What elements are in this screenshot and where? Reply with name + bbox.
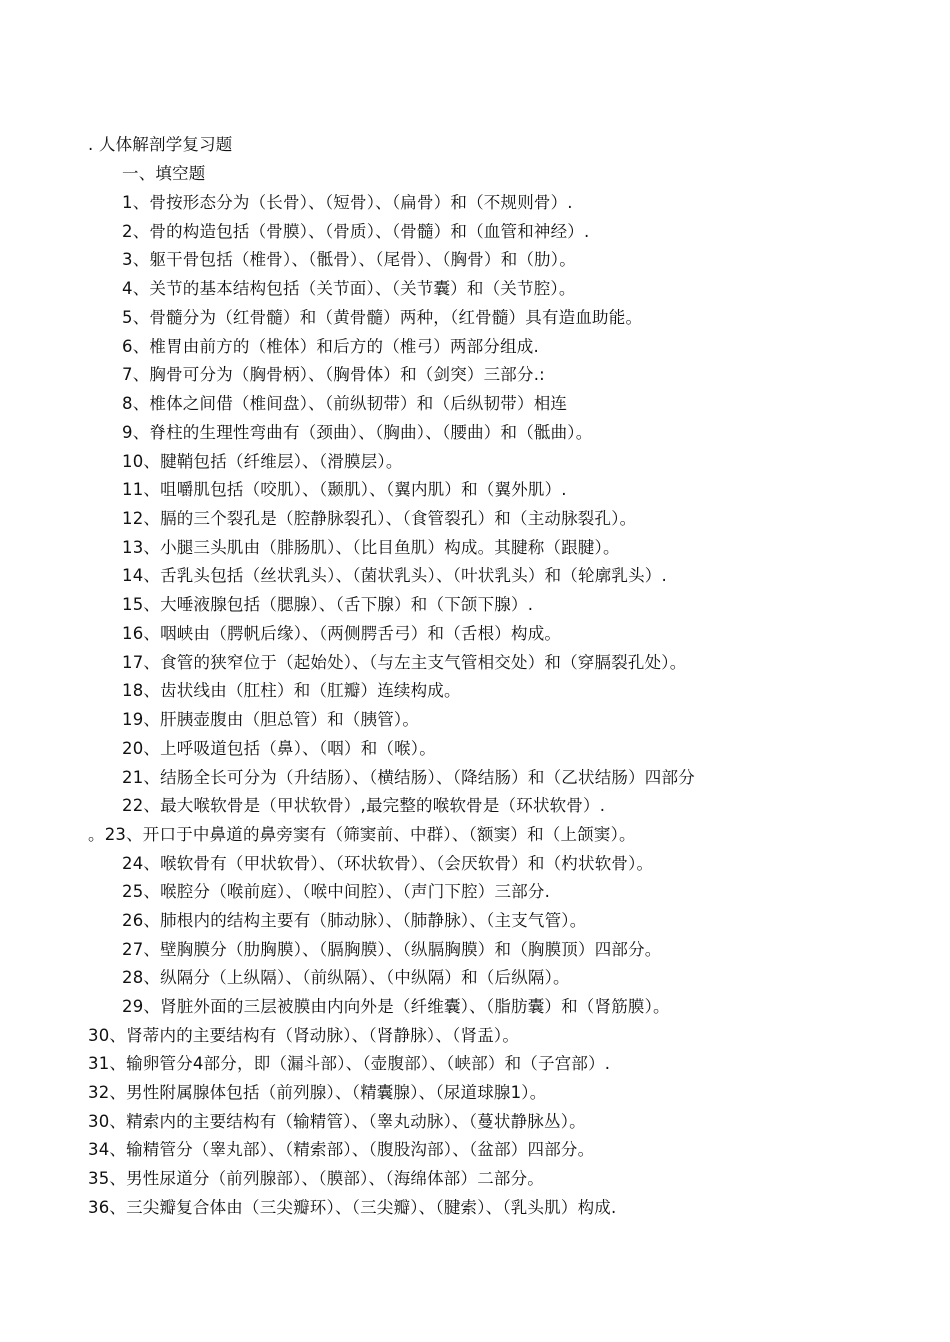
- question-item: 8、椎体之间借（椎间盘）、（前纵韧带）和（后纵韧带）相连: [122, 394, 568, 413]
- question-item: 22、最大喉软骨是（甲状软骨）,最完整的喉软骨是（环状软骨）.: [122, 796, 606, 815]
- question-item: 20、上呼吸道包括（鼻）、（咽）和（喉）。: [122, 739, 436, 758]
- question-item: 18、齿状线由（肛柱）和（肛瓣）连续构成。: [122, 681, 461, 700]
- question-item: 1、骨按形态分为（长骨）、（短骨）、（扁骨）和（不规则骨）.: [122, 193, 573, 212]
- question-item: 7、胸骨可分为（胸骨柄）、（胸骨体）和（剑突）三部分.:: [122, 365, 545, 384]
- question-item: 14、舌乳头包括（丝状乳头）、（菌状乳头）、（叶状乳头）和（轮廓乳头）.: [122, 566, 667, 585]
- question-item: 9、脊柱的生理性弯曲有（颈曲）、（胸曲）、（腰曲）和（骶曲）。: [122, 423, 593, 442]
- question-item: 12、膈的三个裂孔是（腔静脉裂孔）、（食管裂孔）和（主动脉裂孔）。: [122, 509, 637, 528]
- question-item: 11、咀嚼肌包括（咬肌）、（颞肌）、（翼内肌）和（翼外肌）.: [122, 480, 567, 499]
- question-item: 35、男性尿道分（前列腺部）、（膜部）、（海绵体部）二部分。: [88, 1169, 544, 1188]
- question-item: 24、喉软骨有（甲状软骨）、（环状软骨）、（会厌软骨）和（杓状软骨）。: [122, 854, 654, 873]
- question-item: 6、椎胃由前方的（椎体）和后方的（椎弓）两部分组成.: [122, 337, 539, 356]
- question-item: 21、结肠全长可分为（升结肠）、（横结肠）、（降结肠）和（乙状结肠）四部分: [122, 768, 695, 787]
- question-item: 13、小腿三头肌由（腓肠肌）、（比目鱼肌）构成。其腱称（跟腱）。: [122, 538, 620, 557]
- question-item: 34、输精管分（睾丸部）、（精索部）、（腹股沟部）、（盆部）四部分。: [88, 1140, 595, 1159]
- question-item: 19、肝胰壶腹由（胆总管）和（胰管）。: [122, 710, 420, 729]
- question-item: 5、骨髓分为（红骨髓）和（黄骨髓）两种，（红骨髓）具有造血助能。: [122, 308, 643, 327]
- question-item: 36、三尖瓣复合体由（三尖瓣环）、（三尖瓣）、（腱索）、（乳头肌）构成.: [88, 1198, 617, 1217]
- question-item: 10、腱鞘包括（纤维层）、（滑膜层）。: [122, 452, 403, 471]
- question-item: 32、男性附属腺体包括（前列腺）、（精囊腺）、（尿道球腺1）。: [88, 1083, 547, 1102]
- question-item: 3、躯干骨包括（椎骨）、（骶骨）、（尾骨）、（胸骨）和（肋）。: [122, 250, 576, 269]
- question-item: 30、精索内的主要结构有（输精管）、（睾丸动脉）、（蔓状静脉丛）。: [88, 1112, 586, 1131]
- question-item: 16、咽峡由（腭帆后缘）、（两侧腭舌弓）和（舌根）构成。: [122, 624, 562, 643]
- question-item: 25、喉腔分（喉前庭）、（喉中间腔）、（声门下腔）三部分.: [122, 882, 551, 901]
- question-item: 15、大唾液腺包括（腮腺）、（舌下腺）和（下颌下腺）.: [122, 595, 534, 614]
- question-item: 30、肾蒂内的主要结构有（肾动脉）、（肾静脉）、（肾盂）。: [88, 1026, 520, 1045]
- question-item: 28、纵隔分（上纵隔）、（前纵隔）、（中纵隔）和（后纵隔）。: [122, 968, 570, 987]
- question-item: 27、壁胸膜分（肋胸膜）、（膈胸膜）、（纵膈胸膜）和（胸膜顶）四部分。: [122, 940, 662, 959]
- section-heading: 一、填空题: [122, 164, 206, 183]
- document-title: . 人体解剖学复习题: [88, 135, 233, 154]
- question-item: 31、输卵管分4部分，即（漏斗部）、（壶腹部）、（峡部）和（子宫部）.: [88, 1054, 611, 1073]
- question-item: 26、肺根内的结构主要有（肺动脉）、（肺静脉）、（主支气管）。: [122, 911, 587, 930]
- question-item: 。23、开口于中鼻道的鼻旁窦有（筛窦前、中群）、（额窦）和（上颌窦）。: [88, 825, 636, 844]
- question-item: 29、肾脏外面的三层被膜由内向外是（纤维囊）、（脂肪囊）和（肾筋膜）。: [122, 997, 670, 1016]
- question-item: 2、骨的构造包括（骨膜）、（骨质）、（骨髓）和（血管和神经）.: [122, 222, 590, 241]
- question-item: 17、食管的狭窄位于（起始处）、（与左主支气管相交处）和（穿膈裂孔处）。: [122, 653, 687, 672]
- question-item: 4、关节的基本结构包括（关节面）、（关节囊）和（关节腔）。: [122, 279, 576, 298]
